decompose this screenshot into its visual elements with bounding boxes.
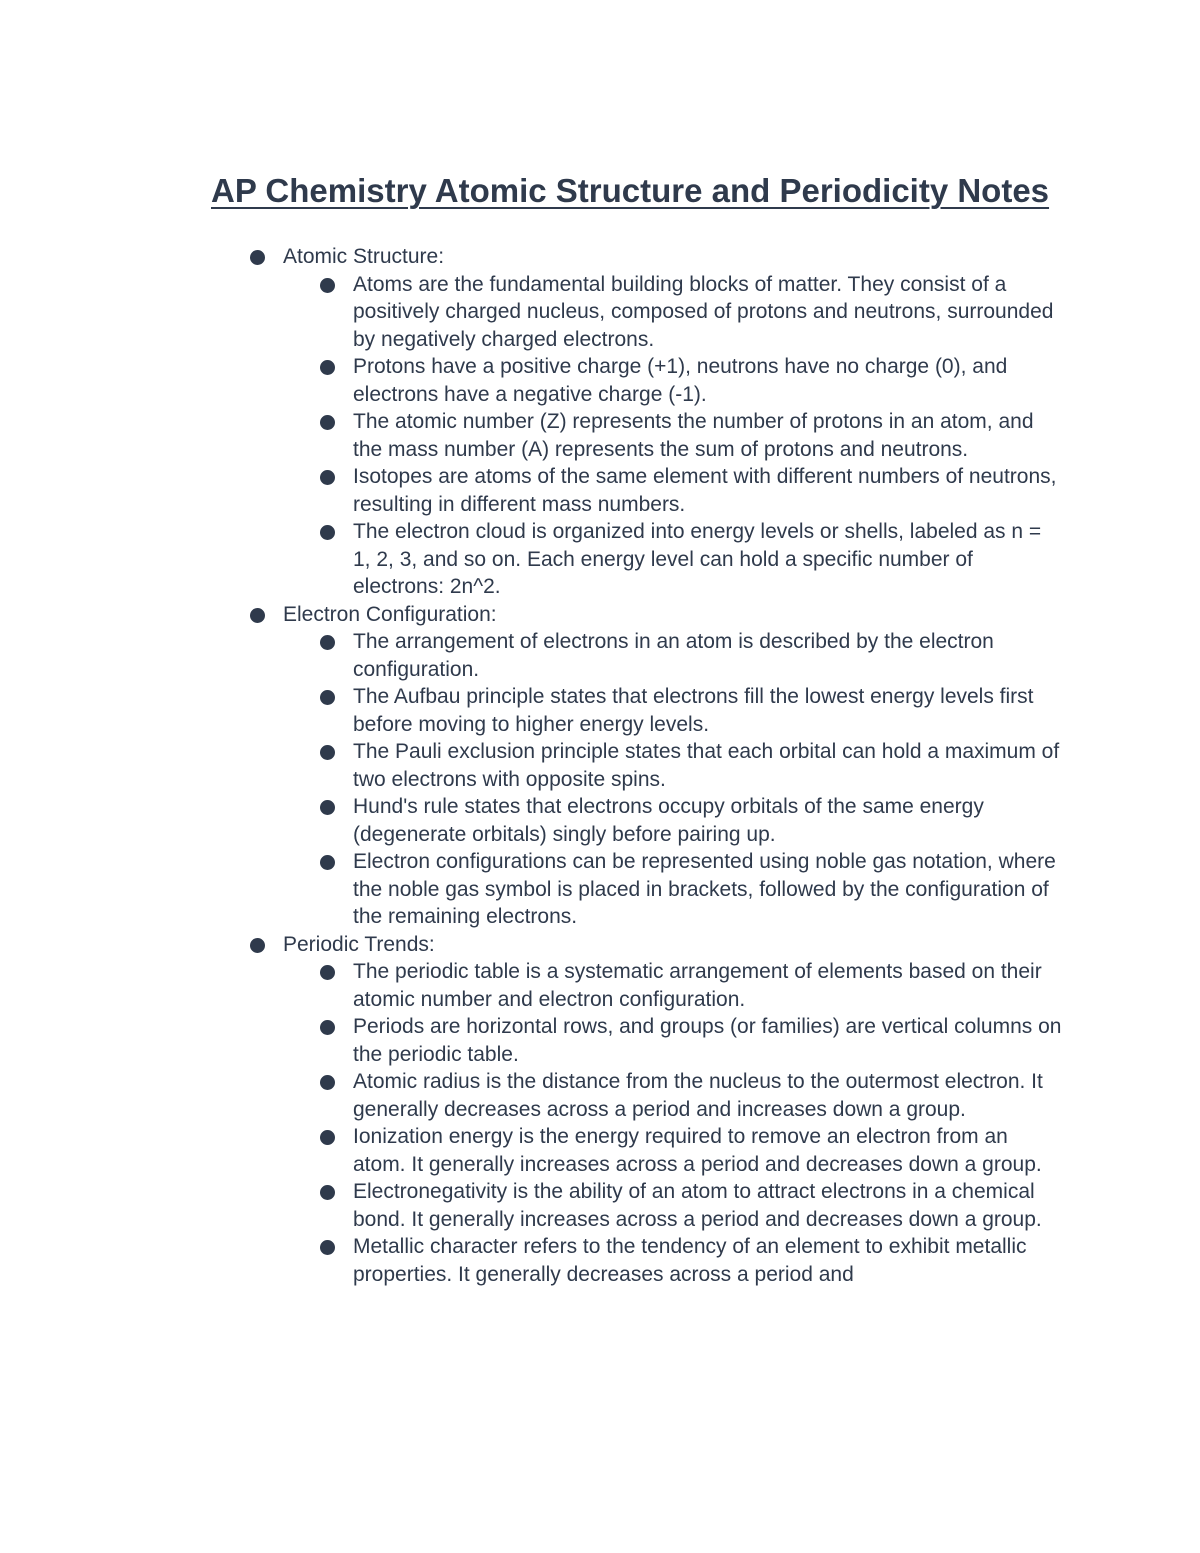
list-item <box>0 1233 1063 1288</box>
bullet-icon <box>320 1185 335 1200</box>
list-item <box>0 738 1063 793</box>
bullet-icon <box>320 1020 335 1035</box>
item-text: Atomic radius is the distance from the nucleus to the outermost electron. It generally decreases across a period and increases down a group. <box>353 1070 1043 1121</box>
bullet-icon <box>250 938 265 953</box>
item-text: Electron configurations can be represented using noble gas notation, where the noble gas symbol is placed in brackets, followed by the configuration of the remaining electrons. <box>353 850 1056 928</box>
list-item <box>0 793 1063 848</box>
page-title: AP Chemistry Atomic Structure and Periodicity Notes <box>211 172 1050 209</box>
section-atomic-structure <box>0 243 1200 601</box>
section-heading: Periodic Trends: <box>283 932 435 956</box>
bullet-icon <box>320 278 335 293</box>
section-electron-configuration <box>0 601 1200 931</box>
list-item <box>0 848 1063 931</box>
section-items <box>0 958 1200 1288</box>
bullet-icon <box>320 360 335 375</box>
item-text: Atoms are the fundamental building blocks of matter. They consist of a positively charged nucleus, composed of protons and neutrons, surrounded by negatively charged electrons. <box>353 272 1054 351</box>
bullet-icon <box>320 635 335 650</box>
bullet-icon <box>320 525 335 540</box>
list-item <box>0 1178 1063 1233</box>
item-text: Hund's rule states that electrons occupy orbitals of the same energy (degenerate orbitals) singly before pairing up. <box>353 795 984 846</box>
bullet-icon <box>320 1240 335 1255</box>
item-text: Ionization energy is the energy required to remove an electron from an atom. It generally increases across a period and decreases down a group. <box>353 1125 1042 1176</box>
item-text: Protons have a positive charge (+1), neutrons have no charge (0), and electrons have a negative charge (-1). <box>353 355 1008 406</box>
list-item <box>0 408 1063 463</box>
bullet-icon <box>320 1130 335 1145</box>
notes-outline <box>0 243 1200 1288</box>
item-text: The Aufbau principle states that electrons fill the lowest energy levels first before moving to higher energy levels. <box>353 685 1034 736</box>
item-text: The electron cloud is organized into energy levels or shells, labeled as n = 1, 2, 3, and so on. Each energy level can hold a specific number of electrons: 2n^2. <box>353 520 1042 598</box>
section-heading: Electron Configuration: <box>283 602 497 626</box>
item-text: Isotopes are atoms of the same element with different numbers of neutrons, resulting in different mass numbers. <box>353 465 1057 516</box>
item-text: Electronegativity is the ability of an atom to attract electrons in a chemical bond. It generally increases across a period and decreases down a group. <box>353 1180 1042 1231</box>
bullet-icon <box>320 470 335 485</box>
section-periodic-trends <box>0 931 1200 1289</box>
list-item <box>0 628 1063 683</box>
item-text: The atomic number (Z) represents the number of protons in an atom, and the mass number (A) represents the sum of protons and neutrons. <box>353 410 1034 461</box>
bullet-icon <box>250 250 265 265</box>
bullet-icon <box>320 415 335 430</box>
list-item <box>0 683 1063 738</box>
section-items <box>0 271 1200 601</box>
item-text: The periodic table is a systematic arrangement of elements based on their atomic number and electron configuration. <box>353 960 1042 1011</box>
bullet-icon <box>320 855 335 870</box>
bullet-icon <box>250 608 265 623</box>
bullet-icon <box>320 690 335 705</box>
item-text: The arrangement of electrons in an atom is described by the electron configuration. <box>353 630 994 681</box>
bullet-icon <box>320 745 335 760</box>
bullet-icon <box>320 1075 335 1090</box>
section-heading: Atomic Structure: <box>283 245 445 268</box>
list-item <box>0 353 1063 408</box>
list-item <box>0 1013 1063 1068</box>
list-item <box>0 958 1063 1013</box>
bullet-icon <box>320 965 335 980</box>
bullet-icon <box>320 800 335 815</box>
item-text: Metallic character refers to the tendency of an element to exhibit metallic properties. It generally decreases across a period and <box>353 1235 1027 1286</box>
item-text: The Pauli exclusion principle states that each orbital can hold a maximum of two electrons with opposite spins. <box>353 740 1060 791</box>
list-item <box>0 271 1063 354</box>
list-item <box>0 1068 1063 1123</box>
list-item <box>0 463 1063 518</box>
list-item <box>0 518 1063 601</box>
item-text: Periods are horizontal rows, and groups (or families) are vertical columns on the periodic table. <box>353 1015 1062 1066</box>
section-items <box>0 628 1200 931</box>
list-item <box>0 1123 1063 1178</box>
